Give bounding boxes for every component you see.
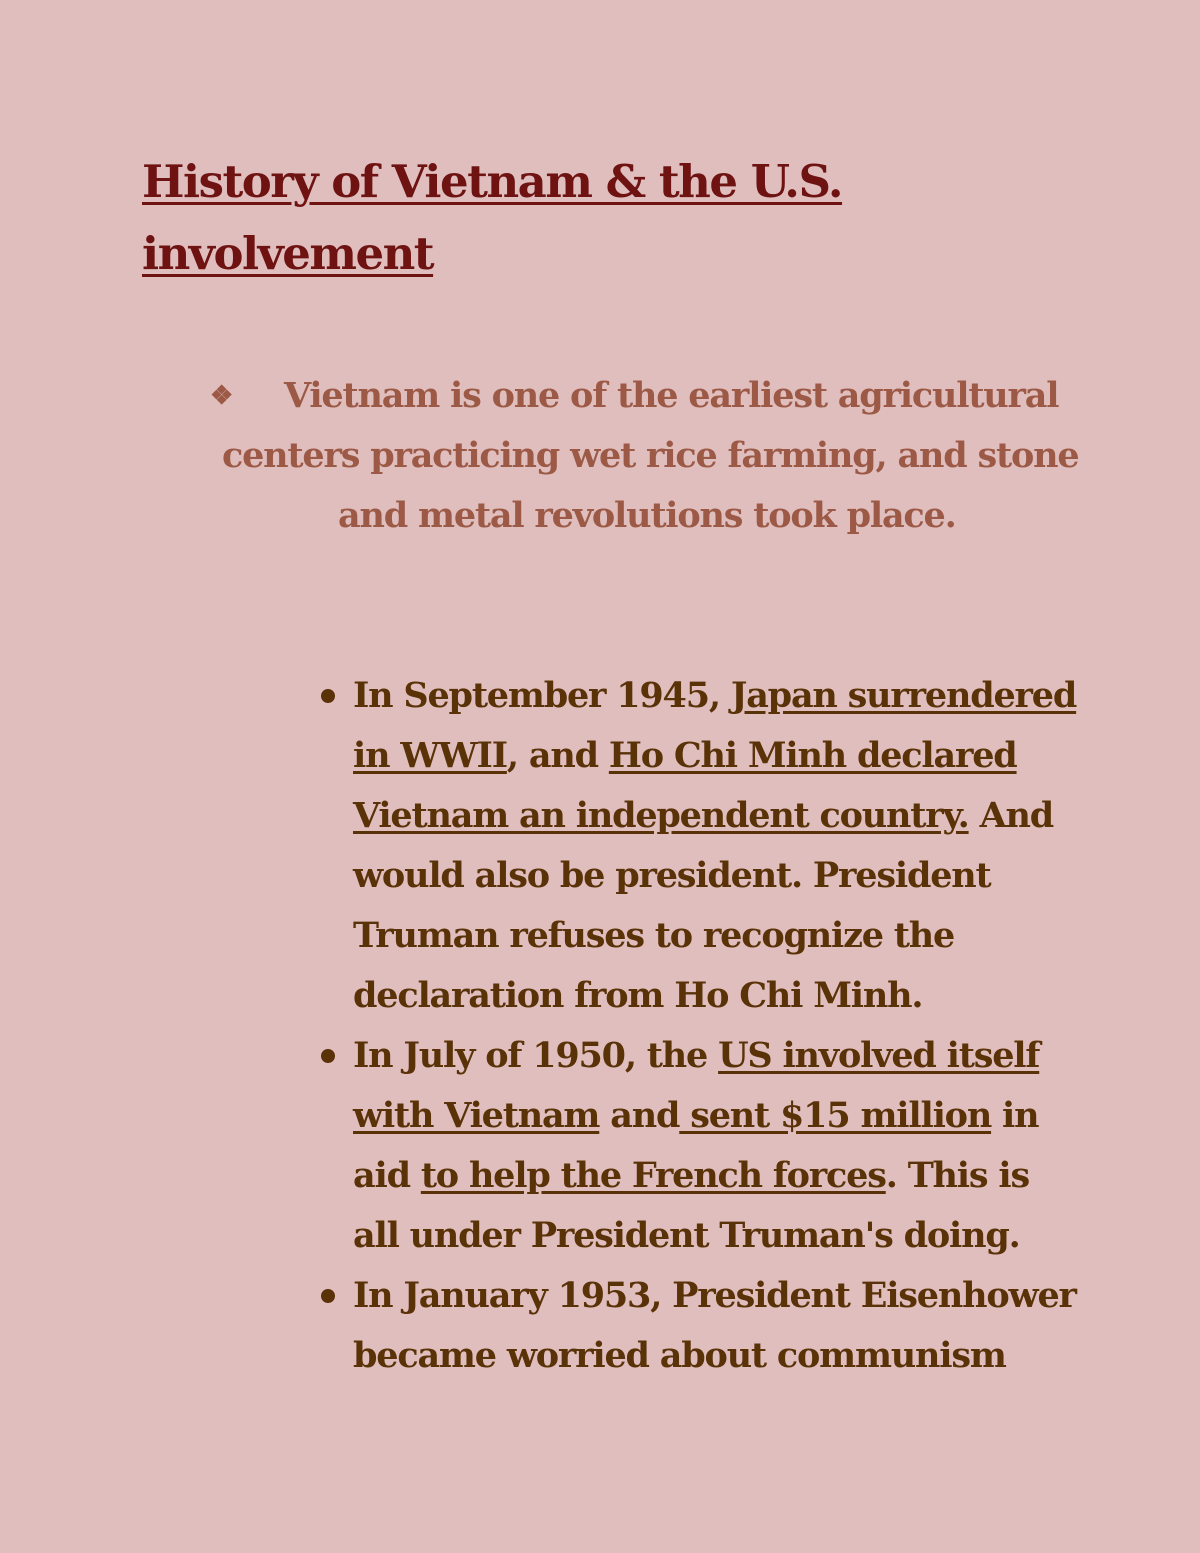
underlined-phrase: Japan surrendered [730,675,1077,716]
underlined-phrase: with Vietnam [353,1095,600,1136]
intro-paragraph [210,366,1079,546]
underlined-phrase: sent $15 million [679,1095,992,1136]
bullet-dot-icon [321,1049,335,1063]
underlined-phrase: Ho Chi Minh declared [608,735,1017,776]
underlined-phrase: in WWII [353,735,507,776]
underlined-phrase: US involved itself [718,1035,1040,1076]
intro-line-3: and metal revolutions took place. [338,495,956,536]
title-line-1: History of Vietnam & the U.S. [142,155,843,208]
list-item: In January 1953, President Eisenhower became worried about communism [316,1266,1076,1386]
intro-line-2: centers practicing wet rice farming, and stone [222,435,1079,476]
bullet-dot-icon [321,689,335,703]
underlined-phrase: to help the French forces [420,1155,886,1196]
title-line-2: involvement [142,227,434,280]
bullet-dot-icon [321,1289,335,1303]
page-title [142,146,902,290]
diamond-bullet-icon: ❖ [210,381,233,411]
timeline-list [316,666,1076,1386]
intro-line-1: Vietnam is one of the earliest agricultural [284,375,1059,416]
list-item: In July of 1950, the US involved itself with Vietnam and sent $15 million in aid to help the French forces. This is all under President Truman's doing. [316,1026,1076,1266]
list-item: In September 1945, Japan surrendered in WWII, and Ho Chi Minh declared Vietnam an independent country. And would also be president. President Truman refuses to recognize the declaration from Ho Chi Minh. [316,666,1076,1026]
underlined-phrase: Vietnam an independent country. [353,795,969,836]
